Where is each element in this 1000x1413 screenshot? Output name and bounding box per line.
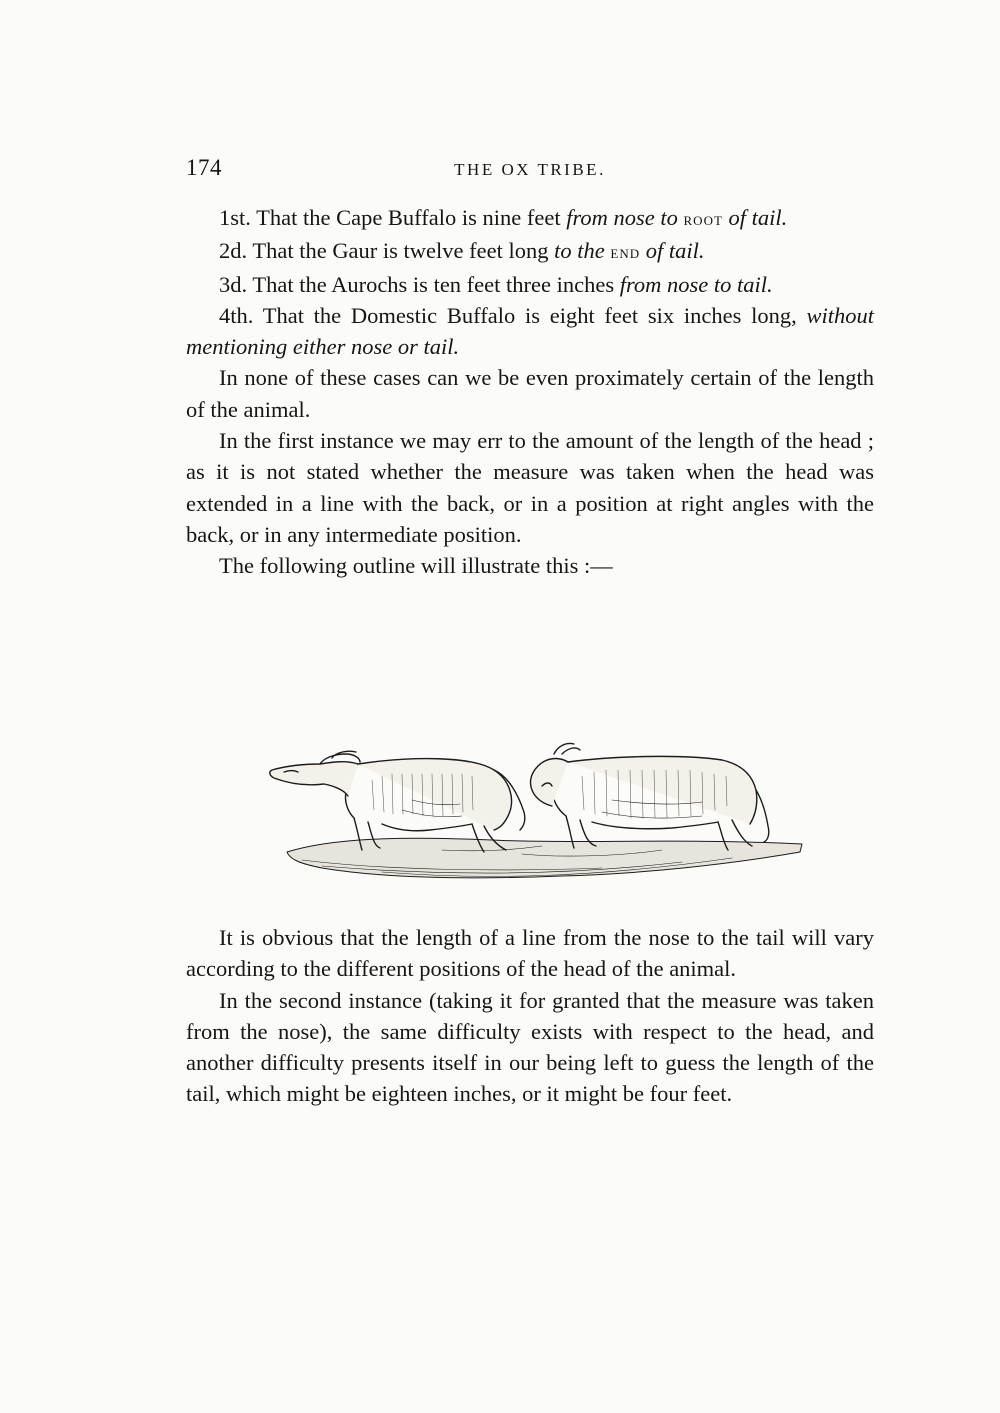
running-title: THE OX TRIBE. (454, 160, 606, 179)
page-header (186, 155, 874, 187)
paragraph-none-certain: In none of these cases can we be even proximately certain of the length of the animal. (186, 365, 874, 422)
paragraph-gaur: 2d. That the Gaur is twelve feet long to the end of tail. (219, 238, 705, 264)
paragraph-domestic-buffalo: 4th. That the Domestic Buffalo is eight feet six inches long, without mentioning either nose or tail. (186, 302, 874, 360)
paragraph-second-instance: In the second instance (taking it for granted that the measure was taken from the nose), the same difficulty exists with respect to the head, and another difficulty presents itself in our being left to guess the length of the tail, which might be eighteen inches, or it might be four feet. (186, 987, 874, 1107)
oxen-engraving (262, 740, 808, 892)
paragraph-aurochs: 3d. That the Aurochs is ten feet three inches from nose to tail. (219, 271, 773, 297)
paragraph-outline-intro: The following outline will illustrate this :— (219, 553, 613, 579)
text-block-lower (186, 922, 874, 1110)
paragraph-obvious: It is obvious that the length of a line from the nose to the tail will vary according to the different positions of the head of the animal. (186, 925, 874, 982)
left-ox-head-extended (270, 751, 525, 852)
paragraph-cape-buffalo: 1st. That the Cape Buffalo is nine feet from nose to root of tail. (219, 205, 788, 230)
right-ox-head-lowered (531, 743, 769, 850)
text-block-upper (186, 202, 874, 582)
page-number: 174 (186, 155, 222, 180)
oxen-illustration (262, 740, 808, 892)
paragraph-first-instance: In the first instance we may err to the amount of the length of the head ; as it is not stated whether the measure was taken when the head was extended in a line with the back, or in a position at right angles with the back, or in any intermediate position. (186, 428, 874, 547)
